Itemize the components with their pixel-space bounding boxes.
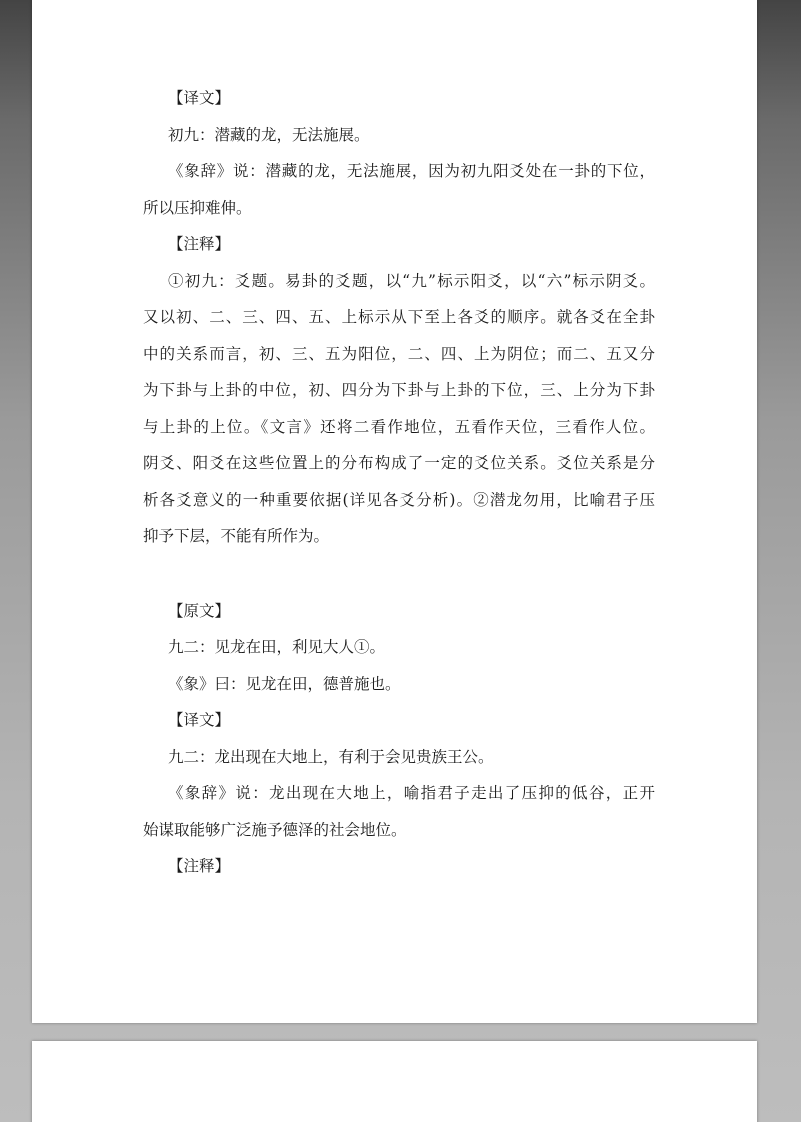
document-page	[32, 0, 757, 1023]
translation-line: 《象辞》说：潜藏的龙，无法施展，因为初九阳爻处在一卦的下位，	[168, 162, 655, 180]
translation-line: 初九：潜藏的龙，无法施展。	[168, 125, 370, 144]
translation-line: 九二：龙出现在大地上，有利于会见贵族王公。	[168, 747, 494, 766]
notes-line: 中的关系而言，初、三、五为阳位，二、四、上为阴位；而二、五又分	[143, 344, 655, 363]
original-line: 《象》曰：见龙在田，德普施也。	[168, 674, 401, 693]
notes-line: 又以初、二、三、四、五、上标示从下至上各爻的顺序。就各爻在全卦	[143, 308, 655, 326]
next-document-page	[32, 1041, 757, 1122]
heading-translation: 【译文】	[168, 89, 231, 107]
translation-line: 始谋取能够广泛施予德泽的社会地位。	[143, 820, 407, 839]
translation-line: 所以压抑难伸。	[143, 198, 252, 217]
heading-notes: 【注释】	[168, 857, 231, 875]
notes-line: 阴爻、阳爻在这些位置上的分布构成了一定的爻位关系。爻位关系是分	[143, 454, 655, 472]
heading-notes: 【注释】	[168, 235, 231, 253]
notes-line: 析各爻意义的一种重要依据(详见各爻分析)。②潜龙勿用，比喻君子压	[143, 490, 655, 509]
notes-line: ①初九：爻题。易卦的爻题，以“九”标示阳爻，以“六”标示阴爻。	[168, 271, 655, 290]
heading-translation: 【译文】	[168, 711, 231, 729]
translation-line: 《象辞》说：龙出现在大地上，喻指君子走出了压抑的低谷，正开	[168, 784, 655, 802]
original-line: 九二：见龙在田，利见大人①。	[168, 638, 386, 656]
notes-line: 为下卦与上卦的中位，初、四分为下卦与上卦的下位，三、上分为下卦	[143, 381, 655, 399]
heading-original: 【原文】	[168, 601, 231, 620]
section-gap	[143, 555, 655, 593]
page-content	[143, 80, 655, 885]
notes-line: 抑予下层，不能有所作为。	[143, 527, 330, 545]
notes-line: 与上卦的上位。《文言》还将二看作地位，五看作天位，三看作人位。	[143, 417, 655, 436]
